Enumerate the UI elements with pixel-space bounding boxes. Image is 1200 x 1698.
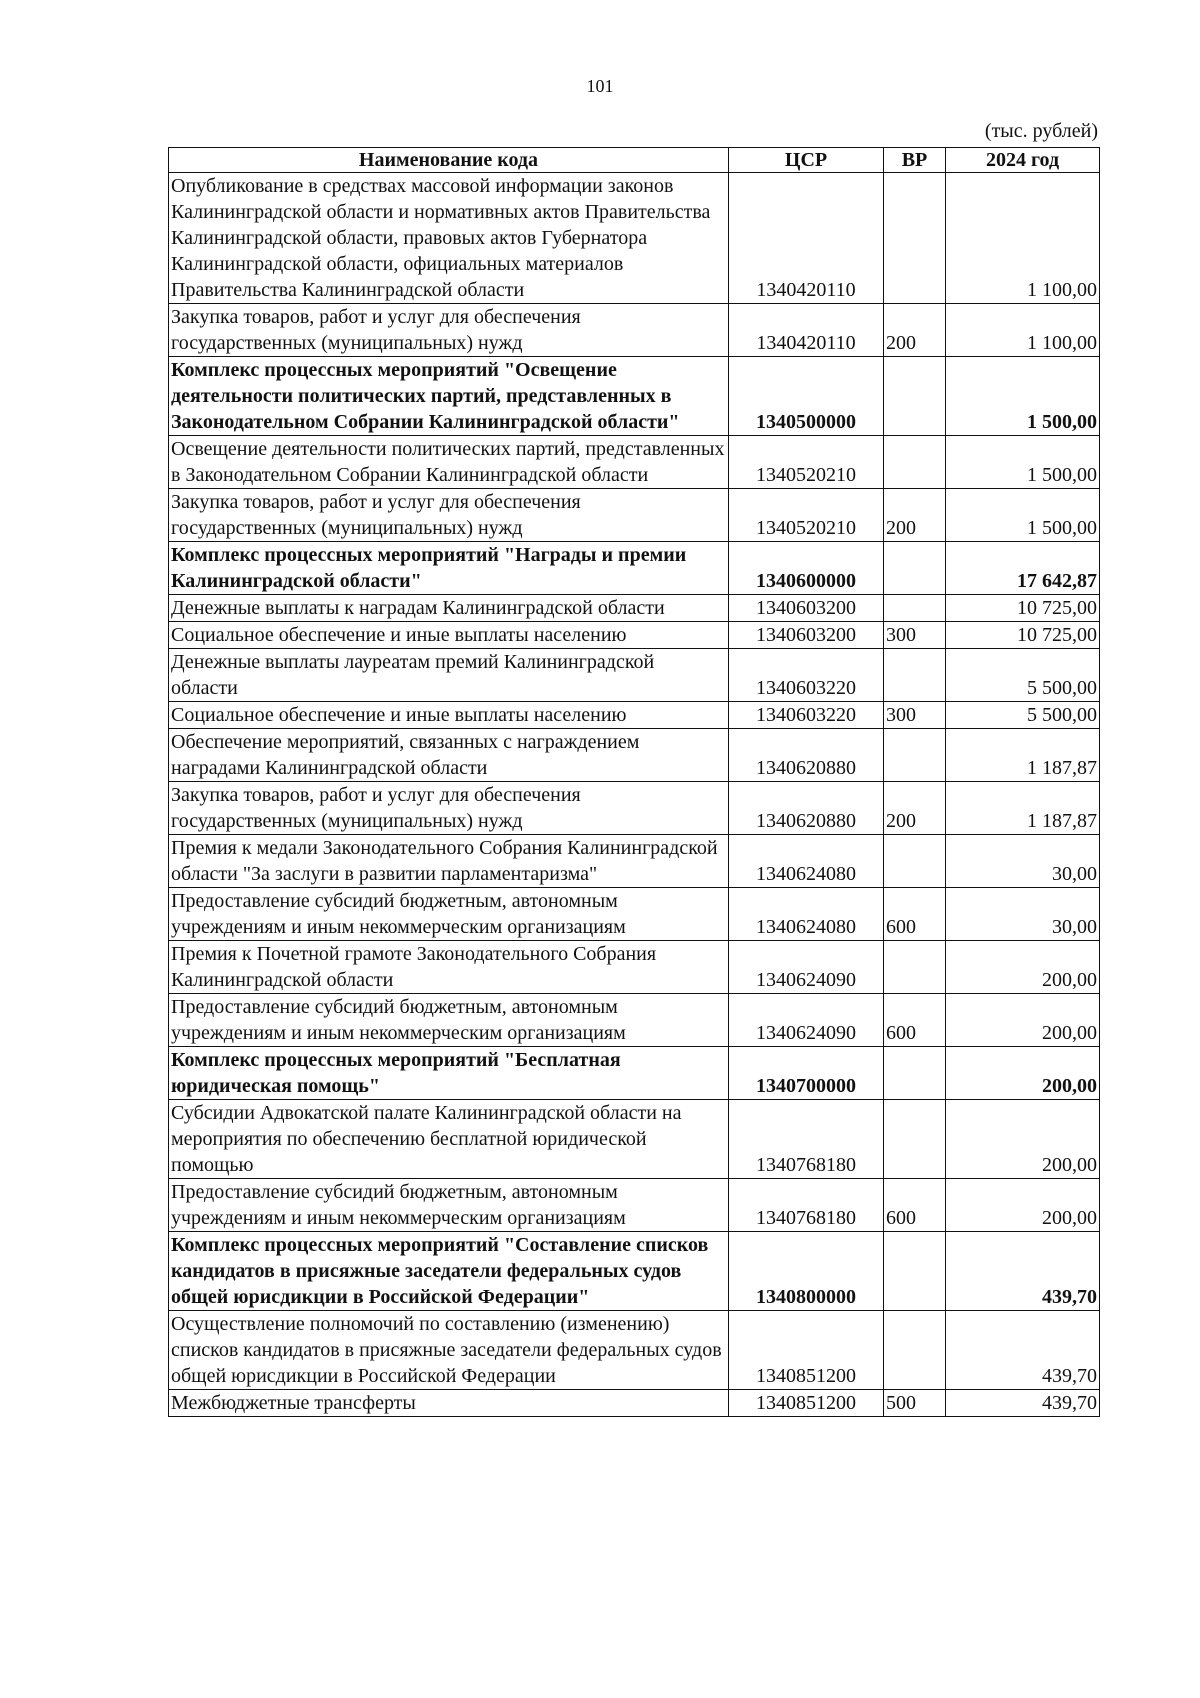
row-name-cell: Закупка товаров, работ и услуг для обеспечения государственных (муниципальных) нужд (169, 489, 729, 542)
budget-table (168, 147, 1100, 1417)
table-row (169, 595, 1100, 622)
table-row (169, 1100, 1100, 1179)
row-sum-cell: 200,00 (946, 941, 1100, 994)
row-sum-cell: 30,00 (946, 888, 1100, 941)
row-name-cell: Социальное обеспечение и иные выплаты населению (169, 702, 729, 729)
row-sum-cell: 439,70 (946, 1232, 1100, 1311)
row-csr-cell: 1340700000 (729, 1047, 884, 1100)
table-row (169, 835, 1100, 888)
row-name-cell: Комплекс процессных мероприятий "Бесплатная юридическая помощь" (169, 1047, 729, 1100)
row-name-cell: Закупка товаров, работ и услуг для обеспечения государственных (муниципальных) нужд (169, 304, 729, 357)
table-row (169, 622, 1100, 649)
table-row (169, 436, 1100, 489)
row-sum-cell: 1 500,00 (946, 489, 1100, 542)
header-name: Наименование кода (169, 148, 729, 173)
row-csr-cell: 1340500000 (729, 357, 884, 436)
row-csr-cell: 1340624090 (729, 941, 884, 994)
row-sum-cell: 30,00 (946, 835, 1100, 888)
row-csr-cell: 1340620880 (729, 782, 884, 835)
row-sum-cell: 439,70 (946, 1311, 1100, 1390)
row-csr-cell: 1340603200 (729, 595, 884, 622)
row-vr-cell (884, 729, 946, 782)
row-sum-cell: 200,00 (946, 1047, 1100, 1100)
table-row (169, 729, 1100, 782)
row-name-cell: Обеспечение мероприятий, связанных с награждением наградами Калининградской области (169, 729, 729, 782)
row-csr-cell: 1340624080 (729, 835, 884, 888)
row-name-cell: Премия к медали Законодательного Собрания Калининградской области "За заслуги в развитии парламентаризма" (169, 835, 729, 888)
row-name-cell: Опубликование в средствах массовой информации законов Калининградской области и нормативных актов Правительства Калининградской области, правовых актов Губернатора Калининградской области, официальных материалов Правительства Калининградской области (169, 173, 729, 304)
row-sum-cell: 10 725,00 (946, 595, 1100, 622)
table-row (169, 1311, 1100, 1390)
row-vr-cell: 200 (884, 782, 946, 835)
table-row (169, 994, 1100, 1047)
row-csr-cell: 1340624090 (729, 994, 884, 1047)
table-row (169, 888, 1100, 941)
row-vr-cell (884, 1047, 946, 1100)
row-sum-cell: 1 500,00 (946, 357, 1100, 436)
row-vr-cell (884, 1232, 946, 1311)
row-name-cell: Осуществление полномочий по составлению (изменению) списков кандидатов в присяжные заседатели федеральных судов общей юрисдикции в Российской Федерации (169, 1311, 729, 1390)
table-row (169, 782, 1100, 835)
row-csr-cell: 1340603220 (729, 702, 884, 729)
row-csr-cell: 1340420110 (729, 304, 884, 357)
row-csr-cell: 1340520210 (729, 436, 884, 489)
row-csr-cell: 1340420110 (729, 173, 884, 304)
row-name-cell: Денежные выплаты лауреатам премий Калининградской области (169, 649, 729, 702)
table-row (169, 1179, 1100, 1232)
row-csr-cell: 1340520210 (729, 489, 884, 542)
row-name-cell: Предоставление субсидий бюджетным, автономным учреждениям и иным некоммерческим организациям (169, 1179, 729, 1232)
row-csr-cell: 1340600000 (729, 542, 884, 595)
row-sum-cell: 200,00 (946, 994, 1100, 1047)
header-csr: ЦСР (729, 148, 884, 173)
table-row (169, 173, 1100, 304)
row-name-cell: Предоставление субсидий бюджетным, автономным учреждениям и иным некоммерческим организациям (169, 888, 729, 941)
row-vr-cell (884, 649, 946, 702)
row-vr-cell: 200 (884, 489, 946, 542)
row-vr-cell: 300 (884, 702, 946, 729)
row-vr-cell: 600 (884, 1179, 946, 1232)
row-vr-cell: 500 (884, 1390, 946, 1417)
row-sum-cell: 10 725,00 (946, 622, 1100, 649)
row-sum-cell: 1 187,87 (946, 729, 1100, 782)
row-csr-cell: 1340624080 (729, 888, 884, 941)
table-row (169, 941, 1100, 994)
row-vr-cell (884, 835, 946, 888)
row-name-cell: Закупка товаров, работ и услуг для обеспечения государственных (муниципальных) нужд (169, 782, 729, 835)
header-vr: ВР (884, 148, 946, 173)
row-vr-cell (884, 1100, 946, 1179)
units-label: (тыс. рублей) (984, 120, 1098, 142)
row-name-cell: Денежные выплаты к наградам Калининградской области (169, 595, 729, 622)
row-sum-cell: 200,00 (946, 1179, 1100, 1232)
row-sum-cell: 1 100,00 (946, 173, 1100, 304)
row-sum-cell: 17 642,87 (946, 542, 1100, 595)
row-vr-cell (884, 941, 946, 994)
row-vr-cell (884, 595, 946, 622)
row-csr-cell: 1340851200 (729, 1390, 884, 1417)
row-vr-cell: 600 (884, 888, 946, 941)
table-row (169, 1047, 1100, 1100)
row-vr-cell: 300 (884, 622, 946, 649)
table-row (169, 1232, 1100, 1311)
row-vr-cell (884, 357, 946, 436)
table-row (169, 357, 1100, 436)
table-header-row (169, 148, 1100, 173)
table-row (169, 489, 1100, 542)
row-vr-cell: 600 (884, 994, 946, 1047)
row-vr-cell (884, 1311, 946, 1390)
row-vr-cell (884, 436, 946, 489)
row-csr-cell: 1340603220 (729, 649, 884, 702)
row-vr-cell: 200 (884, 304, 946, 357)
row-sum-cell: 5 500,00 (946, 649, 1100, 702)
row-csr-cell: 1340768180 (729, 1179, 884, 1232)
row-sum-cell: 200,00 (946, 1100, 1100, 1179)
row-name-cell: Комплекс процессных мероприятий "Награды и премии Калининградской области" (169, 542, 729, 595)
row-name-cell: Межбюджетные трансферты (169, 1390, 729, 1417)
row-name-cell: Комплекс процессных мероприятий "Освещение деятельности политических партий, представленных в Законодательном Собрании Калининградской области" (169, 357, 729, 436)
row-vr-cell (884, 173, 946, 304)
row-sum-cell: 5 500,00 (946, 702, 1100, 729)
table-row (169, 1390, 1100, 1417)
row-name-cell: Социальное обеспечение и иные выплаты населению (169, 622, 729, 649)
row-sum-cell: 1 500,00 (946, 436, 1100, 489)
row-name-cell: Премия к Почетной грамоте Законодательного Собрания Калининградской области (169, 941, 729, 994)
row-vr-cell (884, 542, 946, 595)
header-sum: 2024 год (946, 148, 1100, 173)
row-sum-cell: 1 100,00 (946, 304, 1100, 357)
table-row (169, 649, 1100, 702)
row-name-cell: Предоставление субсидий бюджетным, автономным учреждениям и иным некоммерческим организациям (169, 994, 729, 1047)
row-sum-cell: 439,70 (946, 1390, 1100, 1417)
table-row (169, 304, 1100, 357)
row-csr-cell: 1340620880 (729, 729, 884, 782)
table-row (169, 542, 1100, 595)
table-row (169, 702, 1100, 729)
row-csr-cell: 1340768180 (729, 1100, 884, 1179)
page-number: 101 (586, 76, 614, 96)
row-name-cell: Субсидии Адвокатской палате Калининградской области на мероприятия по обеспечению бесплатной юридической помощью (169, 1100, 729, 1179)
row-name-cell: Освещение деятельности политических партий, представленных в Законодательном Собрании Калининградской области (169, 436, 729, 489)
row-name-cell: Комплекс процессных мероприятий "Составление списков кандидатов в присяжные заседатели федеральных судов общей юрисдикции в Российской Федерации" (169, 1232, 729, 1311)
row-csr-cell: 1340800000 (729, 1232, 884, 1311)
row-sum-cell: 1 187,87 (946, 782, 1100, 835)
row-csr-cell: 1340851200 (729, 1311, 884, 1390)
row-csr-cell: 1340603200 (729, 622, 884, 649)
table-body (169, 173, 1100, 1417)
